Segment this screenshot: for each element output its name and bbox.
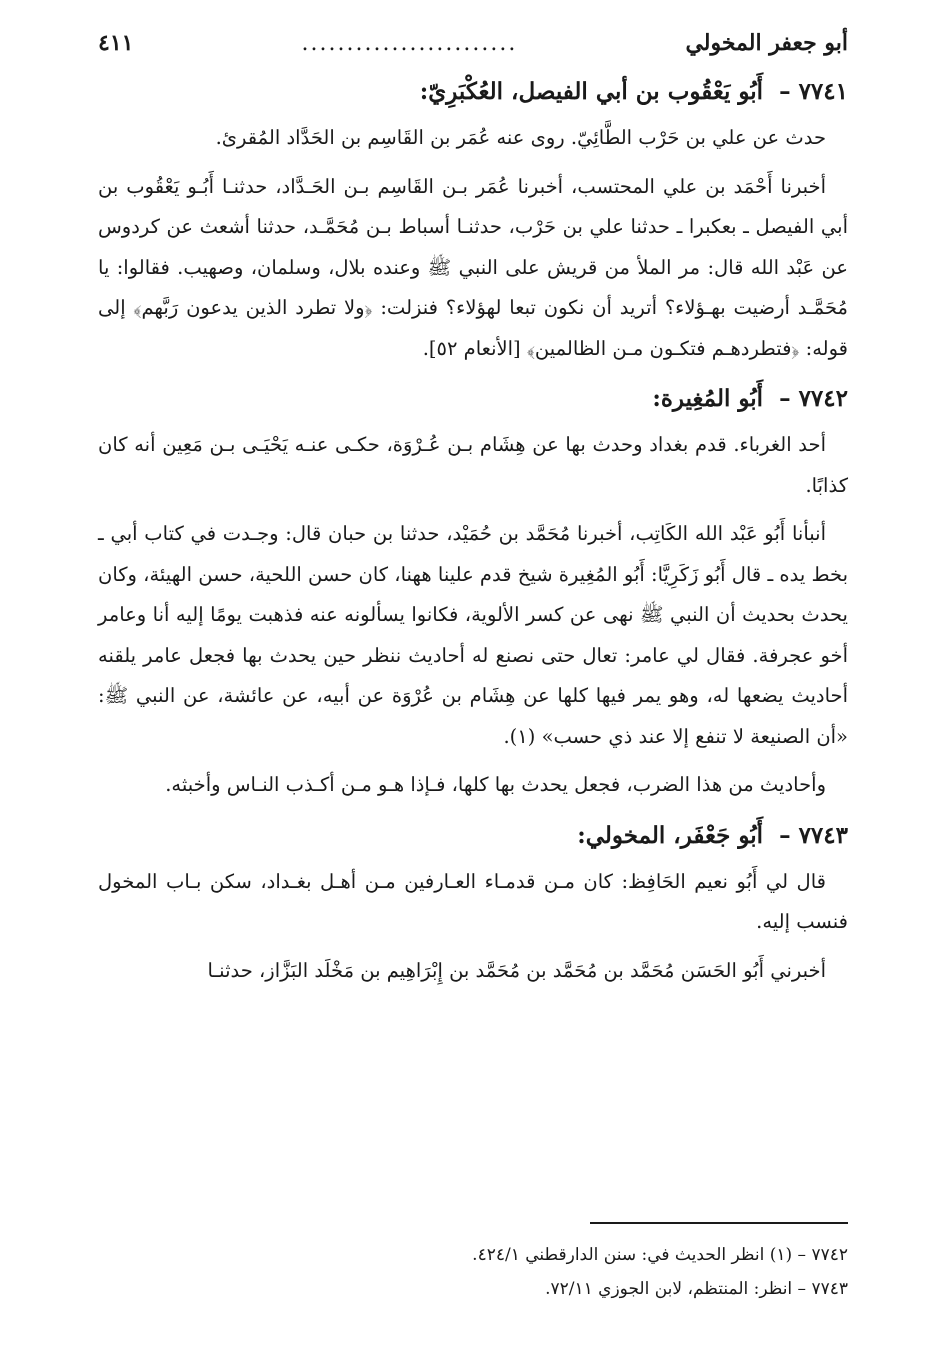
paragraph: أحد الغرباء. قدم بغداد وحدث بها عن هِشَام بـن عُـرْوَة، حكـى عنـه يَحْيَـى بـن مَعِين أنه كان كذابًا.: [98, 433, 848, 497]
paragraph: أخبرنا أَحْمَد بن علي المحتسب، أخبرنا عُمَر بـن القَاسِم بـن الحَـدَّاد، حدثنـا أَبُـو يَعْقُوب بن أبي الفيصل ـ بعكبرا ـ حدثنا علي بن حَرْب، حدثنـا أسباط بـن مُحَمَّـد، حدثنا أشعث عن كردوس عن عَبْد الله قال: مر الملأ من قريش على النبي ﷺ وعنده بلال، وسلمان، وصهيب. فقالوا: يا مُحَمَّـد أرضيت بهـؤلاء؟ أتريد أن نكون تبعا لهؤلاء؟ فنزلت: ﴿ولا تطرد الذين يدعون رَبَّهم﴾ إلى قوله: ﴿فتطردهـم فتكـون مـن الظالمين﴾ [الأنعام ٥٢].: [98, 174, 848, 360]
paragraph: حدث عن علي بن حَرْب الطَّائِيّ. روى عنه عُمَر بن القَاسِم بن الحَدَّاد المُقرئ.: [215, 126, 826, 149]
entry-title: أَبُو يَعْقُوب بن أبي الفيصل، العُكْبَرِيّ:: [419, 78, 764, 105]
entry-number: ٧٧٤٣ –: [779, 821, 848, 849]
entry-heading: [98, 377, 848, 421]
footnote: ٧٧٤٢ – (١) انظر الحديث في: سنن الدارقطني ٤٢٤/١.: [472, 1245, 848, 1265]
paragraph: وأحاديث من هذا الضرب، فجعل يحدث بها كلها، فـإذا هـو مـن أكـذب النـاس وأخبثه.: [165, 773, 826, 796]
header-dot-leader: ........................: [301, 31, 518, 56]
entry-number: ٧٧٤١ –: [779, 78, 848, 105]
entry-title: أَبُو جَعْفَر، المخولي:: [577, 821, 764, 849]
page-header: [98, 30, 848, 62]
running-title: أبو جعفر المخولي: [685, 30, 848, 56]
paragraph: قال لي أَبُو نعيم الحَافِظ: كان مـن قدمـاء العـارفين مـن أهـل بغـداد، سكن بـاب المخول فنسب إليه.: [98, 869, 848, 933]
main-text: [98, 70, 848, 999]
book-page: [98, 0, 848, 1368]
entry-7743: [98, 814, 848, 992]
entry-number: ٧٧٤٢ –: [779, 385, 848, 412]
entry-title: أَبُو المُغِيرة:: [652, 385, 764, 412]
entry-heading: [98, 814, 848, 858]
footnote: ٧٧٤٣ – انظر: المنتظم، لابن الجوزي ٧٢/١١.: [545, 1279, 848, 1299]
footnote-divider: [590, 1222, 848, 1224]
footnotes: [98, 1238, 848, 1306]
paragraph: أخبرني أَبُو الحَسَن مُحَمَّد بن مُحَمَّد بن مُحَمَّد بن إِبْرَاهِيم بن مَخْلَد البَزَّاز، حدثنـا: [207, 958, 826, 982]
entry-7742: [98, 377, 848, 806]
entry-heading: [98, 70, 848, 114]
entry-7741: [98, 70, 848, 369]
page-number: ٤١١: [98, 30, 134, 56]
paragraph: أنبأنا أَبُو عَبْد الله الكَاتِب، أخبرنا مُحَمَّد بن حُمَيْد، حدثنا بن حبان قال: وجـدت في كتاب أبي ـ بخط يده ـ قال أَبُو زَكَرِيَّا: أَبُو المُغِيرة شيخ قدم علينا ههنا، كان حسن اللحية، حسن الهيئة، وكان يحدث بحديث أن النبي ﷺ نهى عن كسر الألوية، فكانوا يسألونه عنه فذهبت يومًا إليه أنا وعامر أخو عجرفة. فقال لي عامر: تعال حتى نصنع له أحاديث ننظر حين يحدث بها فجعل عامر يلقنه أحاديث يضعها له، وهو يمر فيها كلها عن هِشَام بن عُرْوَة عن أبيه، عن عائشة، عن النبي ﷺ: «أن الصنيعة لا تنفع إلا عند ذي حسب» (١).: [98, 522, 848, 748]
